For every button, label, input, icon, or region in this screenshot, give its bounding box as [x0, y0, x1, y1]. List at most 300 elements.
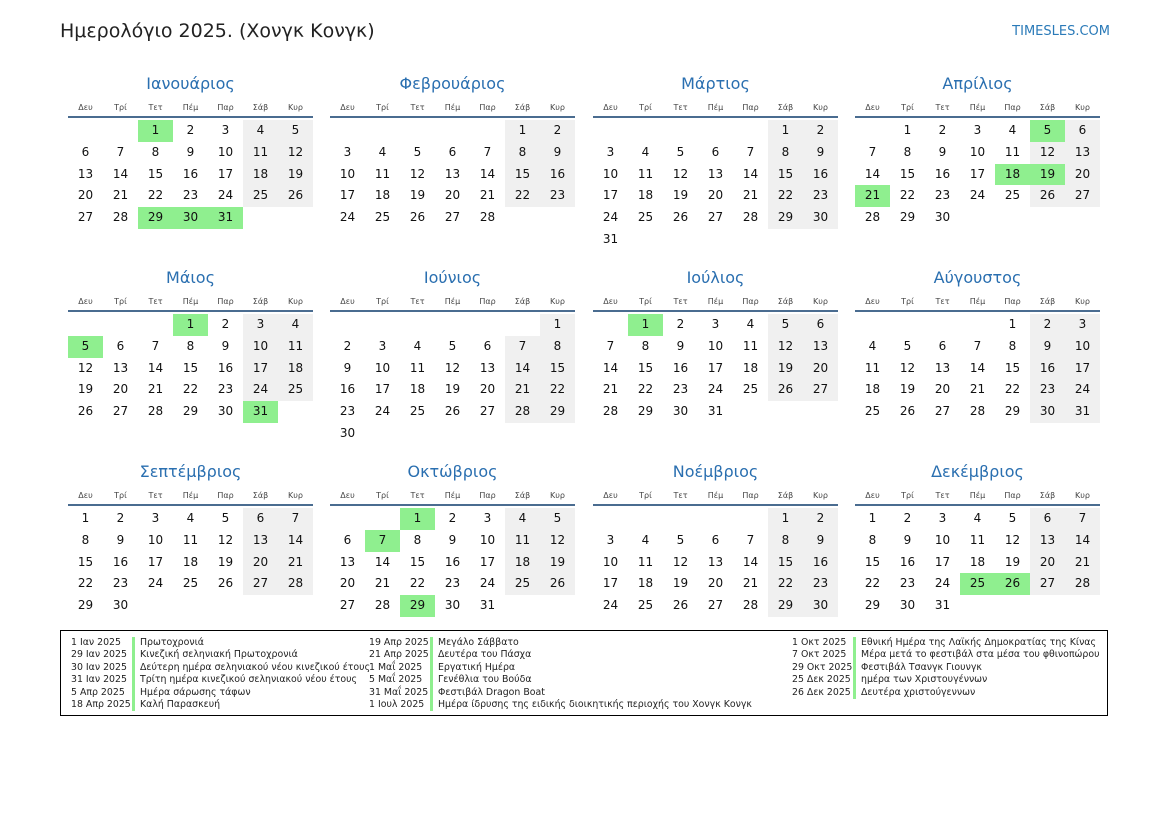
day-cell[interactable]: 11: [742, 338, 759, 353]
day-cell[interactable]: 29: [138, 207, 173, 229]
day-cell[interactable]: 7: [746, 144, 755, 159]
day-cell[interactable]: 30: [803, 595, 838, 617]
day-cell[interactable]: 24: [707, 382, 724, 397]
day-cell[interactable]: 5: [1008, 511, 1017, 525]
day-cell[interactable]: 12: [444, 360, 461, 375]
day-cell[interactable]: 22: [768, 573, 803, 595]
day-cell[interactable]: 14: [112, 166, 129, 181]
day-cell[interactable]: 3: [483, 511, 492, 525]
day-cell[interactable]: 19: [77, 382, 94, 397]
day-cell[interactable]: 23: [899, 576, 916, 591]
day-cell[interactable]: 23: [182, 188, 199, 203]
day-cell[interactable]: 14: [1065, 530, 1100, 552]
day-cell[interactable]: 8: [768, 530, 803, 552]
day-cell[interactable]: 2: [903, 511, 912, 525]
day-cell[interactable]: 9: [448, 532, 457, 547]
day-cell[interactable]: 29: [400, 595, 435, 617]
day-cell[interactable]: 2: [116, 511, 125, 525]
day-cell[interactable]: 22: [540, 379, 575, 401]
day-cell[interactable]: 4: [505, 508, 540, 530]
day-cell[interactable]: 26: [278, 185, 313, 207]
day-cell[interactable]: 16: [672, 360, 689, 375]
day-cell[interactable]: 8: [186, 338, 195, 353]
day-cell[interactable]: 6: [938, 338, 947, 353]
day-cell[interactable]: 17: [934, 554, 951, 569]
day-cell[interactable]: 30: [217, 404, 234, 419]
day-cell[interactable]: 24: [1065, 379, 1100, 401]
day-cell[interactable]: 13: [444, 166, 461, 181]
day-cell[interactable]: 4: [413, 338, 422, 353]
day-cell[interactable]: 7: [606, 338, 615, 353]
day-cell[interactable]: 21: [374, 576, 391, 591]
day-cell[interactable]: 30: [444, 598, 461, 613]
day-cell[interactable]: 1: [505, 120, 540, 142]
day-cell[interactable]: 5: [448, 338, 457, 353]
day-cell[interactable]: 14: [864, 166, 881, 181]
day-cell[interactable]: 13: [479, 360, 496, 375]
day-cell[interactable]: 9: [1030, 336, 1065, 358]
day-cell[interactable]: 25: [409, 404, 426, 419]
day-cell[interactable]: 7: [868, 144, 877, 159]
day-cell[interactable]: 10: [217, 144, 234, 159]
day-cell[interactable]: 3: [711, 317, 720, 331]
day-cell[interactable]: 26: [1030, 185, 1065, 207]
day-cell[interactable]: 19: [409, 188, 426, 203]
day-cell[interactable]: 8: [641, 338, 650, 353]
day-cell[interactable]: 1: [768, 120, 803, 142]
day-cell[interactable]: 6: [483, 338, 492, 353]
day-cell[interactable]: 14: [742, 166, 759, 181]
day-cell[interactable]: 21: [479, 188, 496, 203]
day-cell[interactable]: 21: [1065, 552, 1100, 574]
day-cell[interactable]: 2: [676, 317, 685, 331]
day-cell[interactable]: 13: [243, 530, 278, 552]
day-cell[interactable]: 30: [112, 598, 129, 613]
day-cell[interactable]: 15: [147, 166, 164, 181]
day-cell[interactable]: 4: [1008, 123, 1017, 137]
day-cell[interactable]: 21: [855, 185, 890, 207]
day-cell[interactable]: 27: [803, 379, 838, 401]
day-cell[interactable]: 20: [243, 552, 278, 574]
day-cell[interactable]: 12: [409, 166, 426, 181]
day-cell[interactable]: 25: [243, 185, 278, 207]
day-cell[interactable]: 30: [803, 207, 838, 229]
day-cell[interactable]: 21: [278, 552, 313, 574]
day-cell[interactable]: 6: [1030, 508, 1065, 530]
day-cell[interactable]: 31: [479, 598, 496, 613]
day-cell[interactable]: 14: [602, 360, 619, 375]
day-cell[interactable]: 26: [768, 379, 803, 401]
day-cell[interactable]: 7: [483, 144, 492, 159]
day-cell[interactable]: 22: [899, 188, 916, 203]
day-cell[interactable]: 9: [676, 338, 685, 353]
day-cell[interactable]: 5: [278, 120, 313, 142]
day-cell[interactable]: 23: [540, 185, 575, 207]
day-cell[interactable]: 16: [1030, 358, 1065, 380]
day-cell[interactable]: 5: [1030, 120, 1065, 142]
day-cell[interactable]: 8: [768, 142, 803, 164]
day-cell[interactable]: 12: [278, 142, 313, 164]
day-cell[interactable]: 25: [960, 573, 995, 595]
day-cell[interactable]: 13: [934, 360, 951, 375]
day-cell[interactable]: 20: [1065, 164, 1100, 186]
day-cell[interactable]: 4: [973, 511, 982, 525]
day-cell[interactable]: 10: [1065, 336, 1100, 358]
day-cell[interactable]: 29: [540, 401, 575, 423]
day-cell[interactable]: 7: [151, 338, 160, 353]
day-cell[interactable]: 5: [413, 144, 422, 159]
day-cell[interactable]: 7: [116, 144, 125, 159]
day-cell[interactable]: 24: [602, 210, 619, 225]
day-cell[interactable]: 2: [221, 317, 230, 331]
day-cell[interactable]: 3: [938, 511, 947, 525]
day-cell[interactable]: 1: [400, 508, 435, 530]
day-cell[interactable]: 28: [602, 404, 619, 419]
day-cell[interactable]: 6: [711, 144, 720, 159]
day-cell[interactable]: 6: [116, 338, 125, 353]
day-cell[interactable]: 12: [768, 336, 803, 358]
day-cell[interactable]: 25: [1004, 188, 1021, 203]
day-cell[interactable]: 8: [868, 532, 877, 547]
day-cell[interactable]: 22: [77, 576, 94, 591]
day-cell[interactable]: 6: [448, 144, 457, 159]
day-cell[interactable]: 16: [803, 164, 838, 186]
day-cell[interactable]: 10: [243, 336, 278, 358]
day-cell[interactable]: 23: [112, 576, 129, 591]
day-cell[interactable]: 3: [151, 511, 160, 525]
day-cell[interactable]: 13: [803, 336, 838, 358]
day-cell[interactable]: 29: [637, 404, 654, 419]
day-cell[interactable]: 6: [1065, 120, 1100, 142]
day-cell[interactable]: 10: [602, 554, 619, 569]
day-cell[interactable]: 17: [374, 382, 391, 397]
day-cell[interactable]: 24: [147, 576, 164, 591]
day-cell[interactable]: 28: [969, 404, 986, 419]
site-link[interactable]: TIMESLES.COM: [1012, 24, 1110, 39]
day-cell[interactable]: 2: [938, 123, 947, 137]
day-cell[interactable]: 21: [742, 188, 759, 203]
day-cell[interactable]: 26: [899, 404, 916, 419]
day-cell[interactable]: 22: [147, 188, 164, 203]
day-cell[interactable]: 17: [602, 576, 619, 591]
day-cell[interactable]: 4: [243, 120, 278, 142]
day-cell[interactable]: 11: [864, 360, 881, 375]
day-cell[interactable]: 29: [899, 210, 916, 225]
day-cell[interactable]: 4: [278, 314, 313, 336]
day-cell[interactable]: 30: [899, 598, 916, 613]
day-cell[interactable]: 21: [505, 379, 540, 401]
day-cell[interactable]: 4: [868, 338, 877, 353]
day-cell[interactable]: 25: [864, 404, 881, 419]
day-cell[interactable]: 1: [81, 511, 90, 525]
day-cell[interactable]: 29: [768, 207, 803, 229]
day-cell[interactable]: 3: [243, 314, 278, 336]
day-cell[interactable]: 11: [243, 142, 278, 164]
day-cell[interactable]: 2: [540, 120, 575, 142]
day-cell[interactable]: 28: [147, 404, 164, 419]
day-cell[interactable]: 21: [147, 382, 164, 397]
day-cell[interactable]: 8: [505, 142, 540, 164]
day-cell[interactable]: 8: [903, 144, 912, 159]
day-cell[interactable]: 18: [409, 382, 426, 397]
day-cell[interactable]: 14: [374, 554, 391, 569]
day-cell[interactable]: 13: [1030, 530, 1065, 552]
day-cell[interactable]: 28: [505, 401, 540, 423]
day-cell[interactable]: 21: [742, 576, 759, 591]
day-cell[interactable]: 14: [147, 360, 164, 375]
day-cell[interactable]: 23: [672, 382, 689, 397]
day-cell[interactable]: 31: [602, 231, 619, 246]
day-cell[interactable]: 2: [343, 338, 352, 353]
day-cell[interactable]: 14: [969, 360, 986, 375]
day-cell[interactable]: 28: [112, 210, 129, 225]
day-cell[interactable]: 10: [147, 532, 164, 547]
day-cell[interactable]: 29: [77, 598, 94, 613]
day-cell[interactable]: 24: [374, 404, 391, 419]
day-cell[interactable]: 10: [602, 166, 619, 181]
day-cell[interactable]: 28: [1065, 573, 1100, 595]
day-cell[interactable]: 20: [1030, 552, 1065, 574]
day-cell[interactable]: 3: [378, 338, 387, 353]
day-cell[interactable]: 23: [1030, 379, 1065, 401]
day-cell[interactable]: 23: [339, 404, 356, 419]
day-cell[interactable]: 18: [742, 360, 759, 375]
day-cell[interactable]: 15: [768, 164, 803, 186]
day-cell[interactable]: 22: [864, 576, 881, 591]
day-cell[interactable]: 10: [479, 532, 496, 547]
day-cell[interactable]: 25: [278, 379, 313, 401]
day-cell[interactable]: 3: [606, 532, 615, 547]
day-cell[interactable]: 27: [444, 210, 461, 225]
day-cell[interactable]: 19: [1004, 554, 1021, 569]
day-cell[interactable]: 25: [637, 210, 654, 225]
day-cell[interactable]: 26: [444, 404, 461, 419]
day-cell[interactable]: 29: [182, 404, 199, 419]
day-cell[interactable]: 19: [899, 382, 916, 397]
day-cell[interactable]: 8: [81, 532, 90, 547]
day-cell[interactable]: 16: [803, 552, 838, 574]
day-cell[interactable]: 18: [374, 188, 391, 203]
day-cell[interactable]: 10: [969, 144, 986, 159]
day-cell[interactable]: 15: [768, 552, 803, 574]
day-cell[interactable]: 23: [803, 185, 838, 207]
day-cell[interactable]: 13: [707, 166, 724, 181]
day-cell[interactable]: 28: [864, 210, 881, 225]
day-cell[interactable]: 30: [672, 404, 689, 419]
day-cell[interactable]: 17: [707, 360, 724, 375]
day-cell[interactable]: 11: [374, 166, 391, 181]
day-cell[interactable]: 25: [637, 598, 654, 613]
day-cell[interactable]: 5: [540, 508, 575, 530]
day-cell[interactable]: 12: [77, 360, 94, 375]
day-cell[interactable]: 22: [409, 576, 426, 591]
day-cell[interactable]: 14: [505, 358, 540, 380]
day-cell[interactable]: 27: [707, 210, 724, 225]
day-cell[interactable]: 21: [602, 382, 619, 397]
day-cell[interactable]: 30: [1030, 401, 1065, 423]
day-cell[interactable]: 25: [742, 382, 759, 397]
day-cell[interactable]: 27: [707, 598, 724, 613]
day-cell[interactable]: 15: [540, 358, 575, 380]
day-cell[interactable]: 20: [707, 576, 724, 591]
day-cell[interactable]: 6: [343, 532, 352, 547]
day-cell[interactable]: 3: [1065, 314, 1100, 336]
day-cell[interactable]: 26: [672, 598, 689, 613]
day-cell[interactable]: 31: [243, 401, 278, 423]
day-cell[interactable]: 17: [1065, 358, 1100, 380]
day-cell[interactable]: 1: [868, 511, 877, 525]
day-cell[interactable]: 15: [1004, 360, 1021, 375]
day-cell[interactable]: 13: [112, 360, 129, 375]
day-cell[interactable]: 5: [903, 338, 912, 353]
day-cell[interactable]: 1: [768, 508, 803, 530]
day-cell[interactable]: 6: [243, 508, 278, 530]
day-cell[interactable]: 11: [1004, 144, 1021, 159]
day-cell[interactable]: 2: [448, 511, 457, 525]
day-cell[interactable]: 29: [768, 595, 803, 617]
day-cell[interactable]: 31: [1065, 401, 1100, 423]
day-cell[interactable]: 8: [1008, 338, 1017, 353]
day-cell[interactable]: 9: [803, 142, 838, 164]
day-cell[interactable]: 6: [711, 532, 720, 547]
day-cell[interactable]: 30: [339, 425, 356, 440]
day-cell[interactable]: 20: [479, 382, 496, 397]
day-cell[interactable]: 18: [969, 554, 986, 569]
day-cell[interactable]: 15: [505, 164, 540, 186]
day-cell[interactable]: 26: [672, 210, 689, 225]
day-cell[interactable]: 3: [343, 144, 352, 159]
day-cell[interactable]: 25: [505, 573, 540, 595]
day-cell[interactable]: 7: [1065, 508, 1100, 530]
day-cell[interactable]: 20: [77, 188, 94, 203]
day-cell[interactable]: 17: [217, 166, 234, 181]
day-cell[interactable]: 12: [1030, 142, 1065, 164]
day-cell[interactable]: 8: [413, 532, 422, 547]
day-cell[interactable]: 31: [934, 598, 951, 613]
day-cell[interactable]: 9: [540, 142, 575, 164]
day-cell[interactable]: 4: [378, 144, 387, 159]
day-cell[interactable]: 9: [221, 338, 230, 353]
day-cell[interactable]: 26: [217, 576, 234, 591]
day-cell[interactable]: 19: [217, 554, 234, 569]
day-cell[interactable]: 23: [934, 188, 951, 203]
day-cell[interactable]: 23: [444, 576, 461, 591]
day-cell[interactable]: 26: [540, 573, 575, 595]
day-cell[interactable]: 22: [505, 185, 540, 207]
day-cell[interactable]: 24: [339, 210, 356, 225]
day-cell[interactable]: 16: [540, 164, 575, 186]
day-cell[interactable]: 5: [221, 511, 230, 525]
day-cell[interactable]: 5: [68, 336, 103, 358]
day-cell[interactable]: 7: [278, 508, 313, 530]
day-cell[interactable]: 9: [116, 532, 125, 547]
day-cell[interactable]: 15: [77, 554, 94, 569]
day-cell[interactable]: 24: [479, 576, 496, 591]
day-cell[interactable]: 27: [243, 573, 278, 595]
day-cell[interactable]: 6: [803, 314, 838, 336]
day-cell[interactable]: 12: [899, 360, 916, 375]
day-cell[interactable]: 4: [186, 511, 195, 525]
day-cell[interactable]: 20: [444, 188, 461, 203]
day-cell[interactable]: 11: [409, 360, 426, 375]
day-cell[interactable]: 12: [672, 554, 689, 569]
day-cell[interactable]: 2: [1030, 314, 1065, 336]
day-cell[interactable]: 28: [742, 210, 759, 225]
day-cell[interactable]: 22: [1004, 382, 1021, 397]
day-cell[interactable]: 29: [1004, 404, 1021, 419]
day-cell[interactable]: 27: [339, 598, 356, 613]
day-cell[interactable]: 18: [243, 164, 278, 186]
day-cell[interactable]: 11: [637, 166, 654, 181]
day-cell[interactable]: 20: [339, 576, 356, 591]
day-cell[interactable]: 31: [208, 207, 243, 229]
day-cell[interactable]: 18: [505, 552, 540, 574]
day-cell[interactable]: 15: [409, 554, 426, 569]
day-cell[interactable]: 1: [540, 314, 575, 336]
day-cell[interactable]: 11: [182, 532, 199, 547]
day-cell[interactable]: 20: [707, 188, 724, 203]
day-cell[interactable]: 16: [444, 554, 461, 569]
day-cell[interactable]: 18: [637, 188, 654, 203]
day-cell[interactable]: 16: [339, 382, 356, 397]
day-cell[interactable]: 17: [969, 166, 986, 181]
day-cell[interactable]: 26: [409, 210, 426, 225]
day-cell[interactable]: 11: [637, 554, 654, 569]
day-cell[interactable]: 18: [995, 164, 1030, 186]
day-cell[interactable]: 27: [934, 404, 951, 419]
day-cell[interactable]: 5: [768, 314, 803, 336]
day-cell[interactable]: 15: [182, 360, 199, 375]
day-cell[interactable]: 15: [899, 166, 916, 181]
day-cell[interactable]: 23: [803, 573, 838, 595]
day-cell[interactable]: 24: [217, 188, 234, 203]
day-cell[interactable]: 10: [374, 360, 391, 375]
day-cell[interactable]: 27: [1030, 573, 1065, 595]
day-cell[interactable]: 16: [217, 360, 234, 375]
day-cell[interactable]: 19: [444, 382, 461, 397]
day-cell[interactable]: 22: [182, 382, 199, 397]
day-cell[interactable]: 9: [343, 360, 352, 375]
day-cell[interactable]: 22: [768, 185, 803, 207]
day-cell[interactable]: 20: [112, 382, 129, 397]
day-cell[interactable]: 10: [339, 166, 356, 181]
day-cell[interactable]: 23: [217, 382, 234, 397]
day-cell[interactable]: 12: [1004, 532, 1021, 547]
day-cell[interactable]: 13: [1065, 142, 1100, 164]
day-cell[interactable]: 5: [676, 532, 685, 547]
day-cell[interactable]: 18: [182, 554, 199, 569]
day-cell[interactable]: 9: [803, 530, 838, 552]
day-cell[interactable]: 28: [278, 573, 313, 595]
day-cell[interactable]: 16: [112, 554, 129, 569]
day-cell[interactable]: 17: [147, 554, 164, 569]
day-cell[interactable]: 12: [217, 532, 234, 547]
day-cell[interactable]: 30: [934, 210, 951, 225]
day-cell[interactable]: 27: [1065, 185, 1100, 207]
day-cell[interactable]: 16: [899, 554, 916, 569]
day-cell[interactable]: 24: [934, 576, 951, 591]
day-cell[interactable]: 11: [969, 532, 986, 547]
day-cell[interactable]: 26: [995, 573, 1030, 595]
day-cell[interactable]: 27: [77, 210, 94, 225]
day-cell[interactable]: 13: [77, 166, 94, 181]
day-cell[interactable]: 11: [278, 336, 313, 358]
day-cell[interactable]: 7: [746, 532, 755, 547]
day-cell[interactable]: 18: [278, 358, 313, 380]
day-cell[interactable]: 5: [676, 144, 685, 159]
day-cell[interactable]: 21: [969, 382, 986, 397]
day-cell[interactable]: 9: [186, 144, 195, 159]
